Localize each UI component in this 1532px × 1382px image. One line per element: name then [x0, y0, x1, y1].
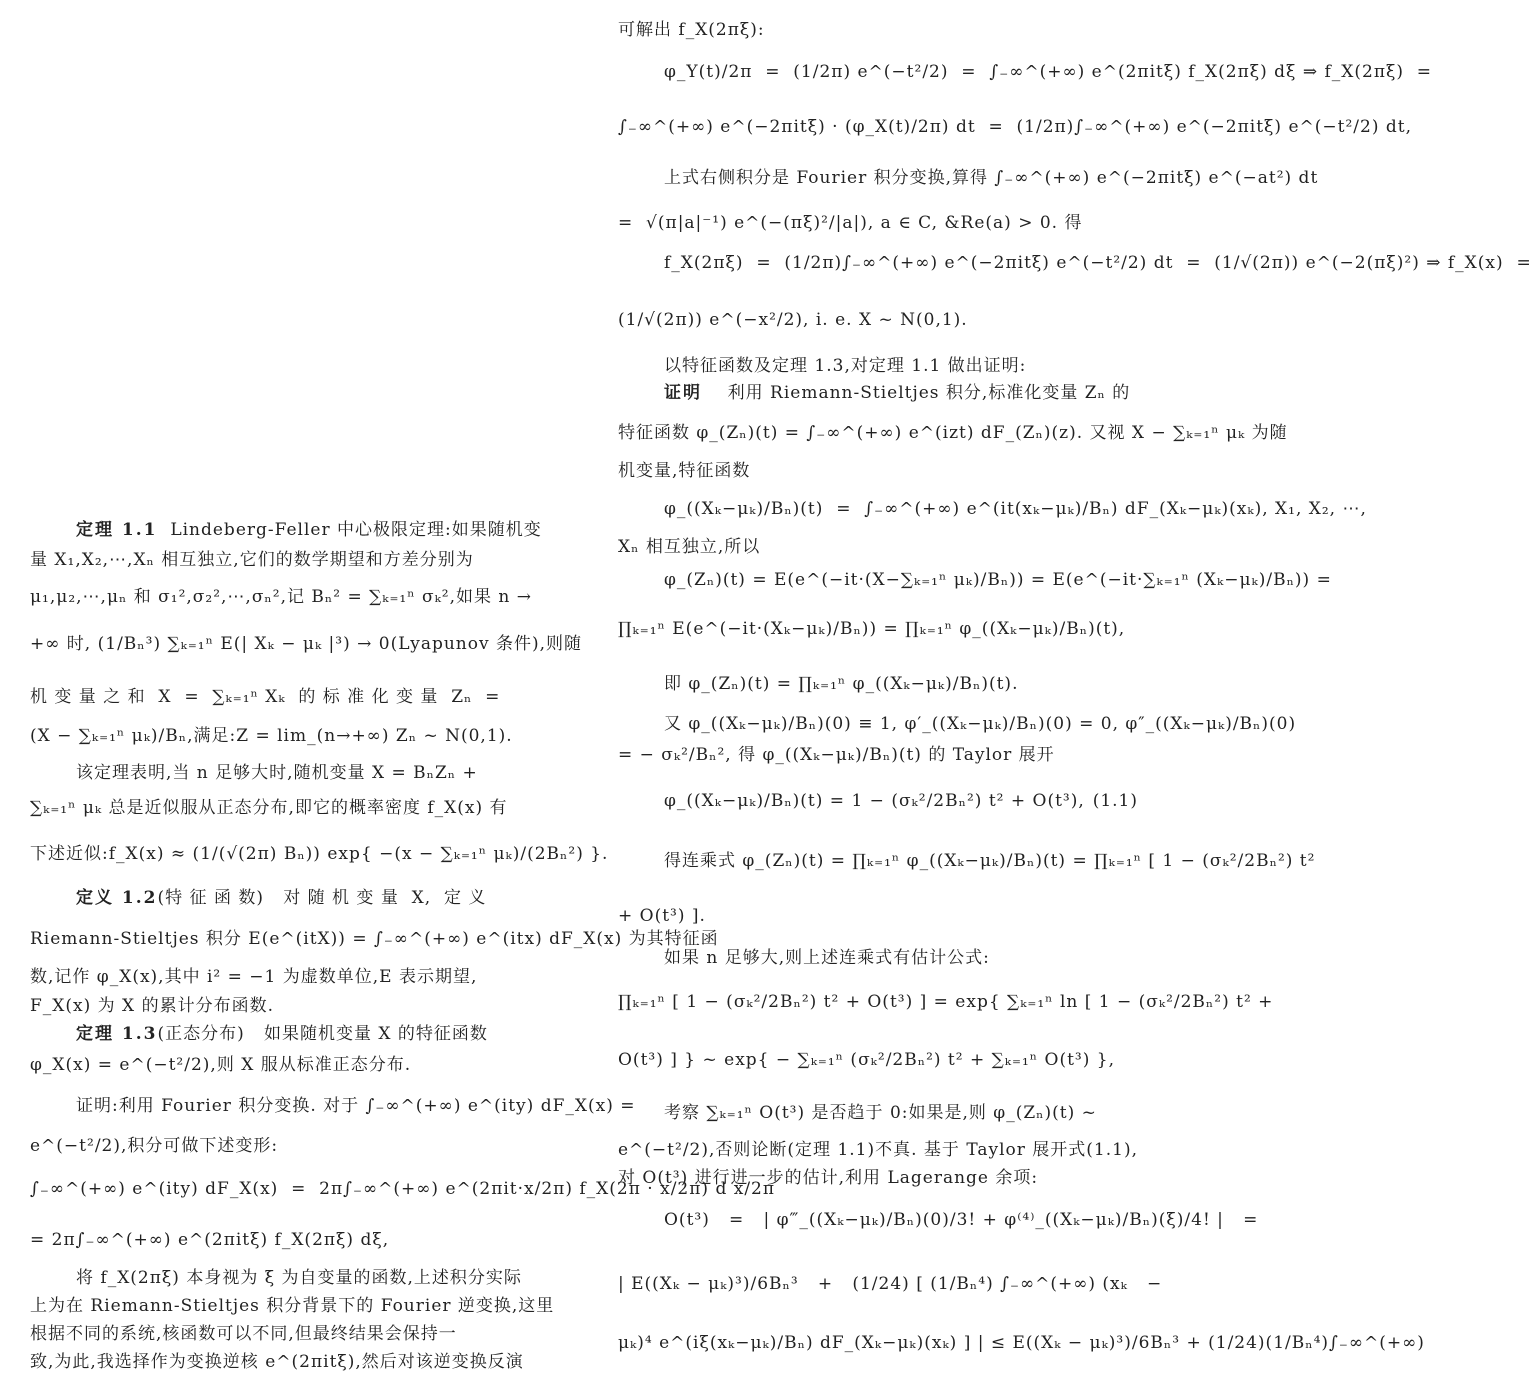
right-equation-5: φ_(Zₙ)(t) = E(e^(−it·(X−∑ₖ₌₁ⁿ μₖ)/Bₙ)) = E(e^(−it·∑ₖ₌₁ⁿ (Xₖ−μₖ)/Bₙ)) =	[664, 570, 1332, 590]
right-equation-4: φ_((Xₖ−μₖ)/Bₙ)(t) = ∫₋∞^(+∞) e^(it(xₖ−μₖ)/Bₙ) dF_(Xₖ−μₖ)(xₖ), X₁, X₂, ⋯,	[664, 499, 1367, 519]
right-equation-13: | E((Xₖ − μₖ)³)/6Bₙ³ + (1/24) [ (1/Bₙ⁴) ∫₋∞^(+∞) (xₖ −	[618, 1274, 1163, 1294]
blank-region	[0, 0, 600, 300]
proof-line-2: e^(−t²/2),积分可做下述变形:	[30, 1136, 279, 1156]
theorem-1-3-title: (正态分布)	[157, 1024, 245, 1044]
remark-line-3: 下述近似:f_X(x) ≈ (1/(√(2π) Bₙ)) exp{ −(x − ∑ₖ₌₁ⁿ μₖ)/(2Bₙ²) }.	[30, 844, 609, 864]
theorem-1-1-line-2: 量 X₁,X₂,⋯,Xₙ 相互独立,它们的数学期望和方差分别为	[30, 550, 474, 570]
right-line-9	[618, 381, 1148, 406]
theorem-1-1-line-3: μ₁,μ₂,⋯,μₙ 和 σ₁²,σ₂²,⋯,σₙ²,记 Bₙ² = ∑ₖ₌₁ⁿ σₖ²,如果 n →	[30, 587, 533, 607]
definition-1-2-text: 对 随 机 变 量 X, 定 义	[283, 888, 487, 908]
theorem-1-3-label: 定理 1.3	[76, 1024, 158, 1044]
proof-line-8: 致,为此,我选择作为变换逆核 e^(2πitξ),然后对该逆变换反演	[30, 1352, 524, 1372]
definition-1-2-line-3: 数,记作 φ_X(x),其中 i² = −1 为虚数单位,E 表示期望,	[30, 967, 478, 987]
proof-equation-1: ∫₋∞^(+∞) e^(ity) dF_X(x) = 2π∫₋∞^(+∞) e^(2πit·x/2π) f_X(2π · x/2π) d x/2π	[30, 1179, 776, 1199]
definition-1-2-line-2: Riemann-Stieltjes 积分 E(e^(itX)) = ∫₋∞^(+∞) e^(itx) dF_X(x) 为其特征函	[30, 929, 719, 949]
definition-1-2-line-4: F_X(x) 为 X 的累计分布函数.	[30, 996, 274, 1016]
right-line-17: 又 φ_((Xₖ−μₖ)/Bₙ)(0) ≡ 1, φ′_((Xₖ−μₖ)/Bₙ)(0) = 0, φ″_((Xₖ−μₖ)/Bₙ)(0)	[664, 714, 1297, 734]
theorem-1-1-line-4: +∞ 时, (1/Bₙ³) ∑ₖ₌₁ⁿ E(| Xₖ − μₖ |³) → 0(Lyapunov 条件),则随	[30, 634, 583, 654]
definition-1-2-label: 定义 1.2	[76, 888, 158, 908]
right-line-8: 以特征函数及定理 1.3,对定理 1.1 做出证明:	[664, 356, 1027, 376]
theorem-1-1-line-1	[30, 518, 560, 543]
proof-equation-2: = 2π∫₋∞^(+∞) e^(2πitξ) f_X(2πξ) dξ,	[30, 1230, 390, 1250]
right-equation-11: O(t³) ] } ~ exp{ − ∑ₖ₌₁ⁿ (σₖ²/2Bₙ²) t² + ∑ₖ₌₁ⁿ O(t³) },	[618, 1050, 1115, 1070]
proof-line-7: 根据不同的系统,核函数可以不同,但最终结果会保持一	[30, 1324, 457, 1344]
right-equation-10: ∏ₖ₌₁ⁿ [ 1 − (σₖ²/2Bₙ²) t² + O(t³) ] = exp{ ∑ₖ₌₁ⁿ ln [ 1 − (σₖ²/2Bₙ²) t² +	[618, 992, 1274, 1012]
remark-line-2: ∑ₖ₌₁ⁿ μₖ 总是近似服从正态分布,即它的概率密度 f_X(x) 有	[30, 798, 508, 818]
theorem-1-1-line-6: (X − ∑ₖ₌₁ⁿ μₖ)/Bₙ,满足:Z = lim_(n→+∞) Zₙ ~ N(0,1).	[30, 726, 513, 746]
right-equation-6: ∏ₖ₌₁ⁿ E(e^(−it·(Xₖ−μₖ)/Bₙ)) = ∏ₖ₌₁ⁿ φ_((Xₖ−μₖ)/Bₙ)(t),	[618, 619, 1126, 639]
theorem-1-1-line-5: 机 变 量 之 和 X = ∑ₖ₌₁ⁿ Xₖ 的 标 准 化 变 量 Zₙ =	[30, 687, 501, 707]
proof-intro: 利用 Riemann-Stieltjes 积分,标准化变量 Zₙ 的	[727, 383, 1131, 403]
right-line-11: 机变量,特征函数	[618, 461, 751, 481]
proof-line-1: 证明:利用 Fourier 积分变换. 对于 ∫₋∞^(+∞) e^(ity) dF_X(x) =	[76, 1096, 636, 1116]
right-equation-7: 即 φ_(Zₙ)(t) = ∏ₖ₌₁ⁿ φ_((Xₖ−μₖ)/Bₙ)(t).	[664, 674, 1019, 694]
proof-line-5: 将 f_X(2πξ) 本身视为 ξ 为自变量的函数,上述积分实际	[76, 1268, 522, 1288]
equation-number: (1.1)	[1092, 791, 1138, 811]
theorem-1-3-line-1	[30, 1022, 560, 1047]
definition-1-2-title: (特 征 函 数)	[157, 888, 264, 908]
remark-line-1: 该定理表明,当 n 足够大时,随机变量 X = BₙZₙ +	[76, 763, 478, 783]
right-line-25: 考察 ∑ₖ₌₁ⁿ O(t³) 是否趋于 0:如果是,则 φ_(Zₙ)(t) ~	[664, 1103, 1097, 1123]
right-line-13: Xₙ 相互独立,所以	[618, 537, 761, 557]
right-equation-2: ∫₋∞^(+∞) e^(−2πitξ) · (φ_X(t)/2π) dt = (1/2π)∫₋∞^(+∞) e^(−2πitξ) e^(−t²/2) dt,	[618, 117, 1412, 137]
right-line-5: = √(π|a|⁻¹) e^(−(πξ)²/|a|), a ∈ C, &Re(a) > 0. 得	[618, 213, 1083, 233]
right-line-7: (1/√(2π)) e^(−x²/2), i. e. X ~ N(0,1).	[618, 310, 968, 330]
right-line-27: 对 O(t³) 进行进一步的估计,利用 Lagerange 余项:	[618, 1168, 1039, 1188]
theorem-1-3-text: 如果随机变量 X 的特征函数	[263, 1024, 488, 1044]
right-equation-1: φ_Y(t)/2π = (1/2π) e^(−t²/2) = ∫₋∞^(+∞) e^(2πitξ) f_X(2πξ) dξ ⇒ f_X(2πξ) =	[664, 62, 1433, 82]
theorem-1-3-line-2: φ_X(x) = e^(−t²/2),则 X 服从标准正态分布.	[30, 1055, 412, 1075]
right-equation-14: μₖ)⁴ e^(iξ(xₖ−μₖ)/Bₙ) dF_(Xₖ−μₖ)(xₖ) ] | ≤ E((Xₖ − μₖ)³)/6Bₙ³ + (1/24)(1/Bₙ⁴)∫₋∞^(+∞)	[618, 1333, 1425, 1353]
proof-line-6: 上为在 Riemann-Stieltjes 积分背景下的 Fourier 逆变换,这里	[30, 1296, 555, 1316]
right-line-1: 可解出 f_X(2πξ):	[618, 20, 765, 40]
right-line-21: + O(t³) ].	[618, 906, 706, 926]
proof-label: 证明	[664, 383, 702, 403]
right-line-22: 如果 n 足够大,则上述连乘式有估计公式:	[664, 948, 990, 968]
right-equation-12: O(t³) = | φ‴_((Xₖ−μₖ)/Bₙ)(0)/3! + φ⁽⁴⁾_((Xₖ−μₖ)/Bₙ)(ξ)/4! | =	[664, 1210, 1259, 1230]
right-line-4: 上式右侧积分是 Fourier 积分变换,算得 ∫₋∞^(+∞) e^(−2πitξ) e^(−at²) dt	[664, 168, 1319, 188]
right-equation-8	[664, 789, 1148, 814]
theorem-1-1-text: Lindeberg-Feller 中心极限定理:如果随机变	[170, 520, 542, 540]
taylor-expansion: φ_((Xₖ−μₖ)/Bₙ)(t) = 1 − (σₖ²/2Bₙ²) t² + O(t³),	[664, 791, 1085, 811]
definition-1-2-line-1	[30, 886, 560, 911]
right-line-10: 特征函数 φ_(Zₙ)(t) = ∫₋∞^(+∞) e^(izt) dF_(Zₙ)(z). 又视 X − ∑ₖ₌₁ⁿ μₖ 为随	[618, 423, 1288, 443]
right-equation-3: f_X(2πξ) = (1/2π)∫₋∞^(+∞) e^(−2πitξ) e^(−t²/2) dt = (1/√(2π)) e^(−2(πξ)²) ⇒ f_X(x) =	[664, 253, 1532, 273]
theorem-1-1-label: 定理 1.1	[76, 520, 158, 540]
right-equation-9: 得连乘式 φ_(Zₙ)(t) = ∏ₖ₌₁ⁿ φ_((Xₖ−μₖ)/Bₙ)(t) = ∏ₖ₌₁ⁿ [ 1 − (σₖ²/2Bₙ²) t²	[664, 851, 1316, 871]
right-line-26: e^(−t²/2),否则论断(定理 1.1)不真. 基于 Taylor 展开式(1.1),	[618, 1140, 1138, 1160]
right-line-18: = − σₖ²/Bₙ², 得 φ_((Xₖ−μₖ)/Bₙ)(t) 的 Taylor 展开	[618, 745, 1055, 765]
